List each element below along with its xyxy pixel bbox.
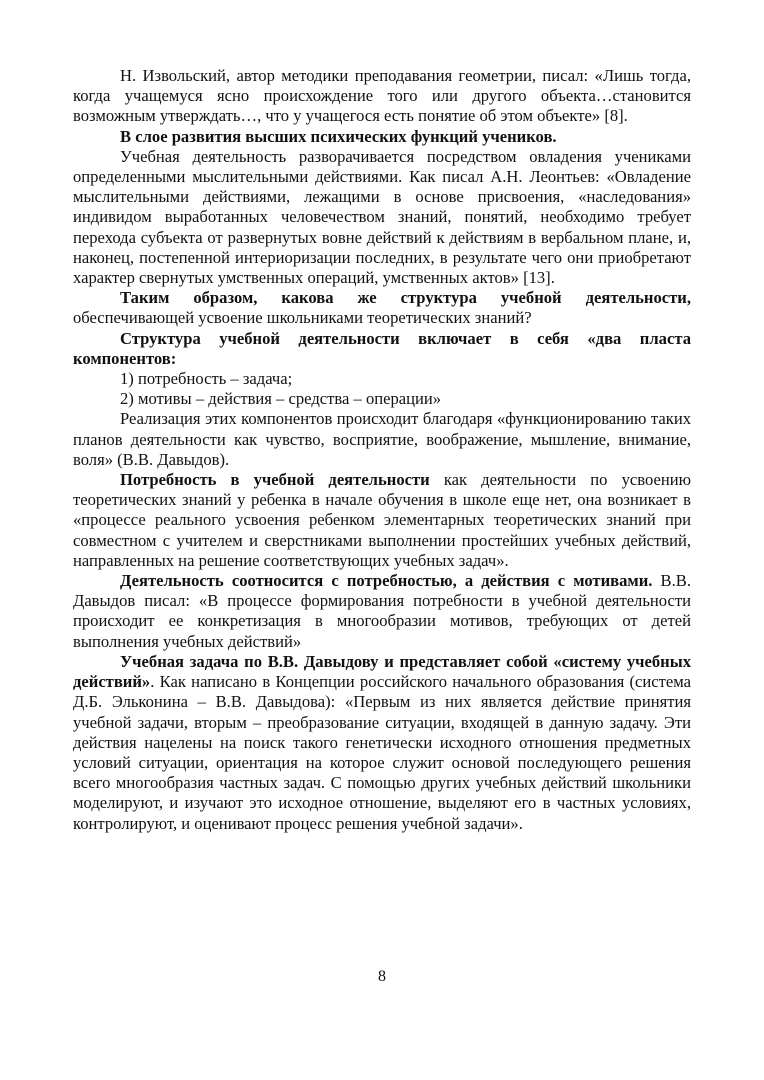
paragraph-leontiev-quote: Учебная деятельность разворачивается посредством овладения учениками определенными мыслительными действиями. Как писал А.Н. Леонтьев: «Овладение мыслительными действиями, лежащими в основе присвоения, «наследования» индивидом выработанных человечеством знаний, понятий, необходимо требует перехода субъекта от развернутых вовне действий к действиям в вербальном плане, и, наконец, постепенной интериоризации последних, в результате чего они приобретают характер свернутых умственных операций, умственных актов» [13]. bbox=[73, 146, 691, 288]
paragraph-structure-question bbox=[73, 288, 691, 328]
list-item: 2) мотивы – действия – средства – операции» bbox=[120, 389, 442, 409]
paragraph-learning-task bbox=[73, 652, 691, 834]
paragraph-izvolsky-quote: Н. Извольский, автор методики преподавания геометрии, писал: «Лишь тогда, когда учащемуся ясно происхождение того или другого объекта…становится возможным утверждать…, что у учащегося есть понятие об этом объекте» [8]. bbox=[73, 66, 691, 126]
bold-activity-lead: Деятельность соотносится с потребностью, а действия с мотивами. bbox=[120, 571, 653, 591]
paragraph-activity-motives bbox=[73, 571, 691, 652]
list-item: 1) потребность – задача; bbox=[120, 369, 293, 389]
need-rest: как деятельности по усвоению теоретических знаний у ребенка в начале обучения в школе еще нет, она возникает в «процессе реального усвоения ребенком элементарных теоретических знаний при совместном с учителем и сверстниками выполнении простейших учебных действий, направленных на решение соответствующих учебных задач». bbox=[73, 470, 691, 570]
question-rest: обеспечивающей усвоение школьниками теоретических знаний? bbox=[73, 308, 532, 328]
paragraph-structure-components: Структура учебной деятельности включает в себя «два пласта компонентов: bbox=[73, 328, 691, 368]
paragraph-components-realization: Реализация этих компонентов происходит благодаря «функционированию таких планов деятельности как чувство, восприятие, воображение, мышление, внимание, воля» (В.В. Давыдов). bbox=[73, 409, 691, 469]
page-number: 8 bbox=[378, 968, 386, 985]
section-heading-higher-functions: В слое развития высших психических функций учеников. bbox=[120, 126, 557, 146]
bold-question-lead: Таким образом, какова же структура учебной деятельности, bbox=[120, 288, 691, 308]
task-rest: . Как написано в Концепции российского начального образования (система Д.Б. Эльконина – В.В. Давыдова): «Первым из них является действие принятия учебной задачи, вторым – преобразование ситуации, входящей в данную задачу. Эти действия нацелены на поиск такого генетически исходного отношения предметных условий ситуации, ориентация на которое служит основой последующего решения всего многообразия частных задач. С помощью других учебных действий школьники моделируют, и изучают это исходное отношение, выделяют его в частных условиях, контролируют, и оценивают процесс решения учебной задачи». bbox=[73, 672, 691, 833]
paragraph-need-for-learning bbox=[73, 470, 691, 571]
activity-rest: В.В. Давыдов писал: «В процессе формирования потребности в учебной деятельности происходит ее конкретизация в многообразии мотивов, требующих от детей выполнения учебных действий» bbox=[73, 571, 691, 651]
bold-task-lead: Учебная задача по В.В. Давыдову и представляет собой «систему учебных действий» bbox=[73, 651, 691, 692]
page-body bbox=[73, 66, 691, 834]
bold-need-lead: Потребность в учебной деятельности bbox=[120, 470, 430, 490]
